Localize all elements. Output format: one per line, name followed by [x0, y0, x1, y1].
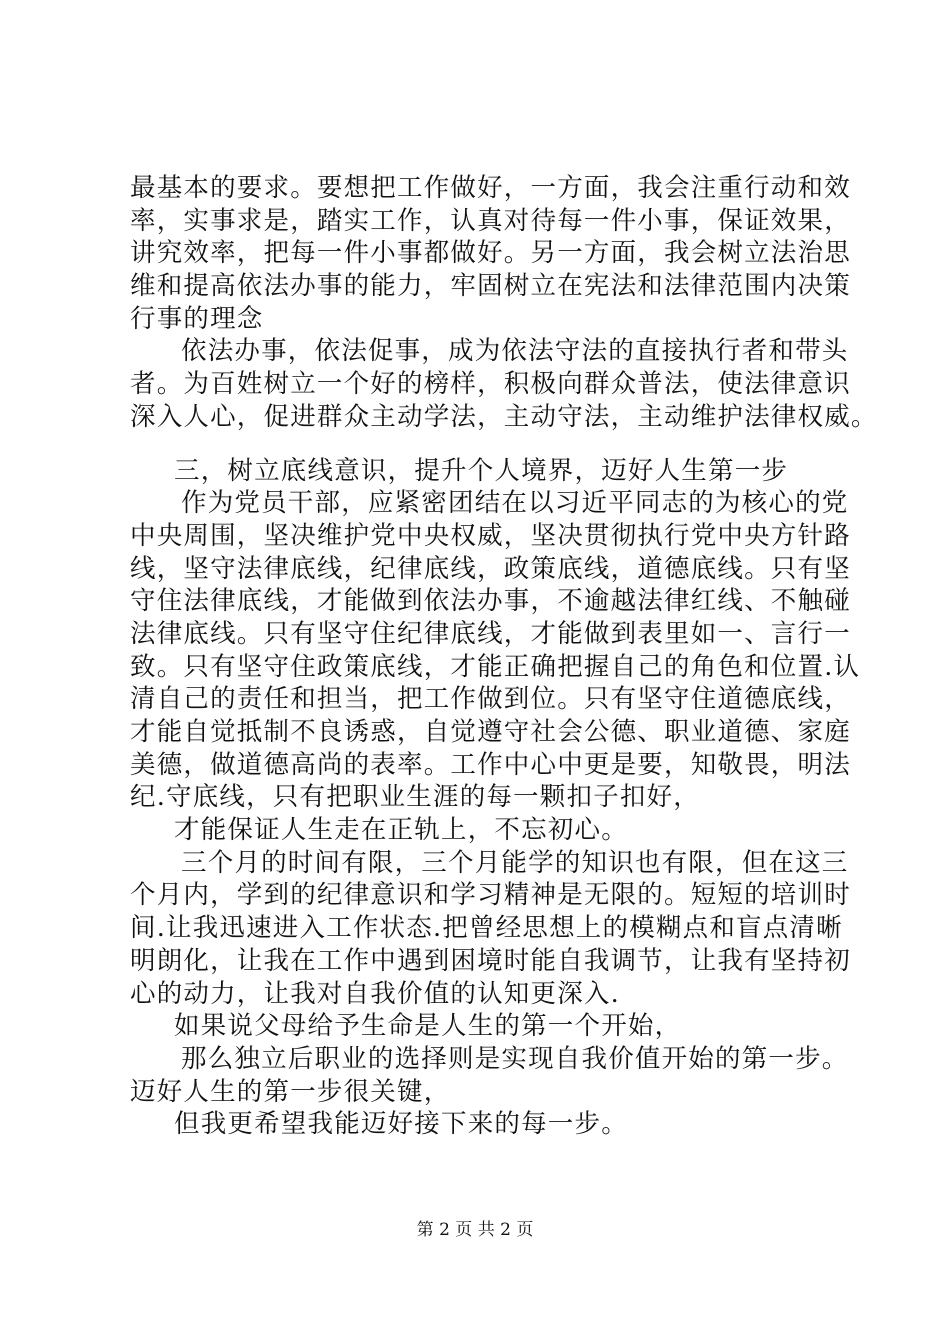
text-line: 心的动力，让我对自我价值的认知更深入.: [130, 978, 620, 1009]
text-line: 致。只有坚守住政策底线，才能正确把握自己的角色和位置.认: [130, 651, 861, 682]
paragraph-start-line: 但我更希望我能迈好接下来的每一步。: [174, 1109, 628, 1140]
text-line: 明朗化，让我在工作中遇到困境时能自我调节，让我有坚持初: [130, 945, 851, 976]
text-line: 纪.守底线，只有把职业生涯的每一颗扣子扣好，: [130, 782, 701, 813]
text-line: 线，坚守法律底线，纪律底线，政策底线，道德底线。只有坚: [130, 553, 851, 584]
text-line: 讲究效率，把每一件小事都做好。另一方面，我会树立法治思: [130, 238, 851, 269]
text-line: 守住法律底线，才能做到依法办事，不逾越法律红线、不触碰: [130, 586, 851, 617]
text-line: 才能自觉抵制不良诱惑，自觉遵守社会公德、职业道德、家庭: [130, 717, 851, 747]
paragraph-start-line: 如果说父母给予生命是人生的第一个开始，: [174, 1011, 682, 1042]
text-line: 间.让我迅速进入工作状态.把曾经思想上的模糊点和盲点清晰: [130, 913, 843, 944]
text-line: 法律底线。只有坚守住纪律底线，才能做到表里如一、言行一: [130, 618, 851, 649]
text-line: 者。为百姓树立一个好的榜样，积极向群众普法，使法律意识: [130, 369, 851, 400]
paragraph-gap: [130, 434, 850, 455]
text-line: 美德，做道德高尚的表率。工作中心中更是要，知敬畏，明法: [130, 749, 851, 780]
text-line: 迈好人生的第一步很关键，: [130, 1076, 451, 1107]
text-line: 维和提高依法办事的能力，牢固树立在宪法和法律范围内决策: [130, 271, 851, 302]
paragraph-start-line: 才能保证人生走在正轨上，不忘初心。: [174, 815, 628, 846]
text-line: 深入人心，促进群众主动学法，主动守法，主动维护法律权威。: [130, 401, 878, 432]
text-line: 清自己的责任和担当，把工作做到位。只有坚守住道德底线，: [130, 684, 851, 715]
paragraph-start-line: 作为党员干部，应紧密团结在以习近平同志的为核心的党: [181, 488, 849, 519]
paragraph-start-line: 依法办事，依法促事，成为依法守法的直接执行者和带头: [181, 336, 849, 367]
document-body: [130, 172, 878, 1141]
paragraph-start-line: 那么独立后职业的选择则是实现自我价值开始的第一步。: [181, 1043, 849, 1074]
text-line: 行事的理念: [130, 303, 264, 334]
paragraph-start-line: 三个月的时间有限，三个月能学的知识也有限，但在这三: [181, 847, 849, 878]
section-heading: 三，树立底线意识，提升个人境界，迈好人生第一步: [174, 455, 789, 486]
text-line: 个月内，学到的纪律意识和学习精神是无限的。短短的培训时: [130, 880, 851, 911]
text-line: 中央周围，坚决维护党中央权威，坚决贯彻执行党中央方针路: [130, 520, 851, 551]
page-number-footer: 第 2 页 共 2 页: [416, 1220, 534, 1240]
text-line: 率，实事求是，踏实工作，认真对待每一件小事，保证效果，: [130, 205, 851, 236]
text-line: 最基本的要求。要想把工作做好，一方面，我会注重行动和效: [130, 173, 851, 203]
